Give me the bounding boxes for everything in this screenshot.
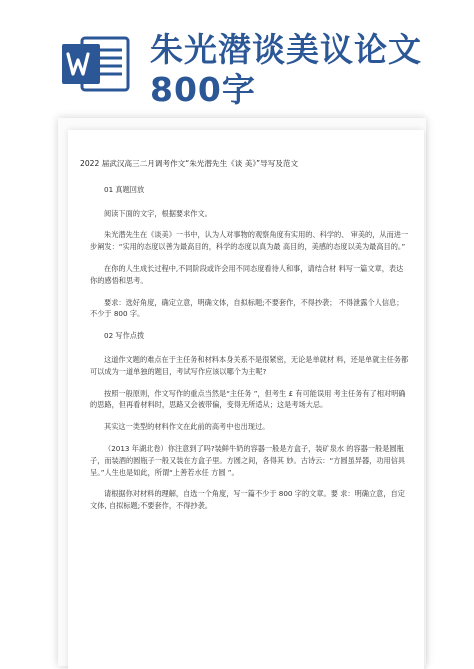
paragraph-text: 这道作文题的难点在于主任务和材料本身关系不是很紧密，无论是单就材 料，还是单就主任务都可以成为一道单独的题目，考试写作应该以哪个为主呢? [90, 354, 409, 376]
paragraph-text: 要求：选好角度，确定立意，明确文体，自拟标题;不要套作，不得抄袭； 不得泄露个人信息；不少于 800 字。 [90, 297, 404, 319]
document-page [68, 130, 424, 669]
paragraph-history [90, 421, 410, 433]
paragraph-difficulty [90, 354, 410, 378]
paragraph-text: 其实这一类型的材料作文在此前的高考中也出现过。 [104, 422, 270, 432]
paragraph-requirements [90, 297, 410, 321]
document-body [80, 158, 410, 522]
header-banner [0, 0, 474, 130]
section-heading-review: 01 真题回放 [104, 184, 145, 194]
paragraph-instruction [90, 208, 410, 220]
paragraph-example [90, 443, 410, 478]
paragraph-example-requirements [90, 488, 410, 512]
word-document-icon [60, 34, 132, 94]
section-heading-guidance: 02 写作点拨 [104, 331, 145, 341]
paragraph-text: 在你的人生成长过程中,不同阶段或许会用不同态度看待人和事，请结合材 料写一篇文章，表达你的感悟和思考。 [90, 263, 404, 285]
paragraph-principle [90, 388, 410, 412]
paragraph-text: （2013 年湖北卷）你注意到了吗?装鲜牛奶的容器一般是方盒子，装矿泉水 的容器一般是圆瓶子，而装酒的圆瓶子一般又装在方盒子里。方圆之间，各得其 妙。古诗云：“方圆虽异器，功用信具呈。”人生也是如此，所谓“上善若水任 方圆 ”。 [90, 443, 406, 477]
paragraph-text: 朱光潜先生在《谈美》一书中，认为人对事物的观察角度有实用的、科学的、 审美的，从而进一步阐发：“实用的态度以善为最高目的，科学的态度以真为最 高目的，美感的态度以美为最高目的。” [90, 230, 409, 252]
paragraph-prompt [90, 263, 410, 287]
banner-subtitle: 800字 [150, 70, 256, 109]
document-title: 2022 届武汉高三二月调考作文“朱光潜先生《谈 美》”导写及范文 [80, 159, 299, 168]
paragraph-text: 按照一般原则，作文写作的重点当然是“主任务 ”，但考生 £ 有可能误用 考主任务有了相对明确的思路，但再看材料时，思路又会被带偏，变得无所适从；这是考场大忌。 [90, 388, 406, 410]
banner-title: 朱光潜谈美议论文 [150, 30, 422, 69]
paragraph-text: 阅读下面的文字，根据要求作文。 [104, 208, 212, 218]
paragraph-text: 请根据你对材料的理解，自选一个角度，写一篇不少于 800 字的文章。要 求：明确立意，自定文体, 自拟标题;不要套作，不得抄袭。 [90, 489, 405, 511]
paragraph-material [90, 229, 410, 253]
